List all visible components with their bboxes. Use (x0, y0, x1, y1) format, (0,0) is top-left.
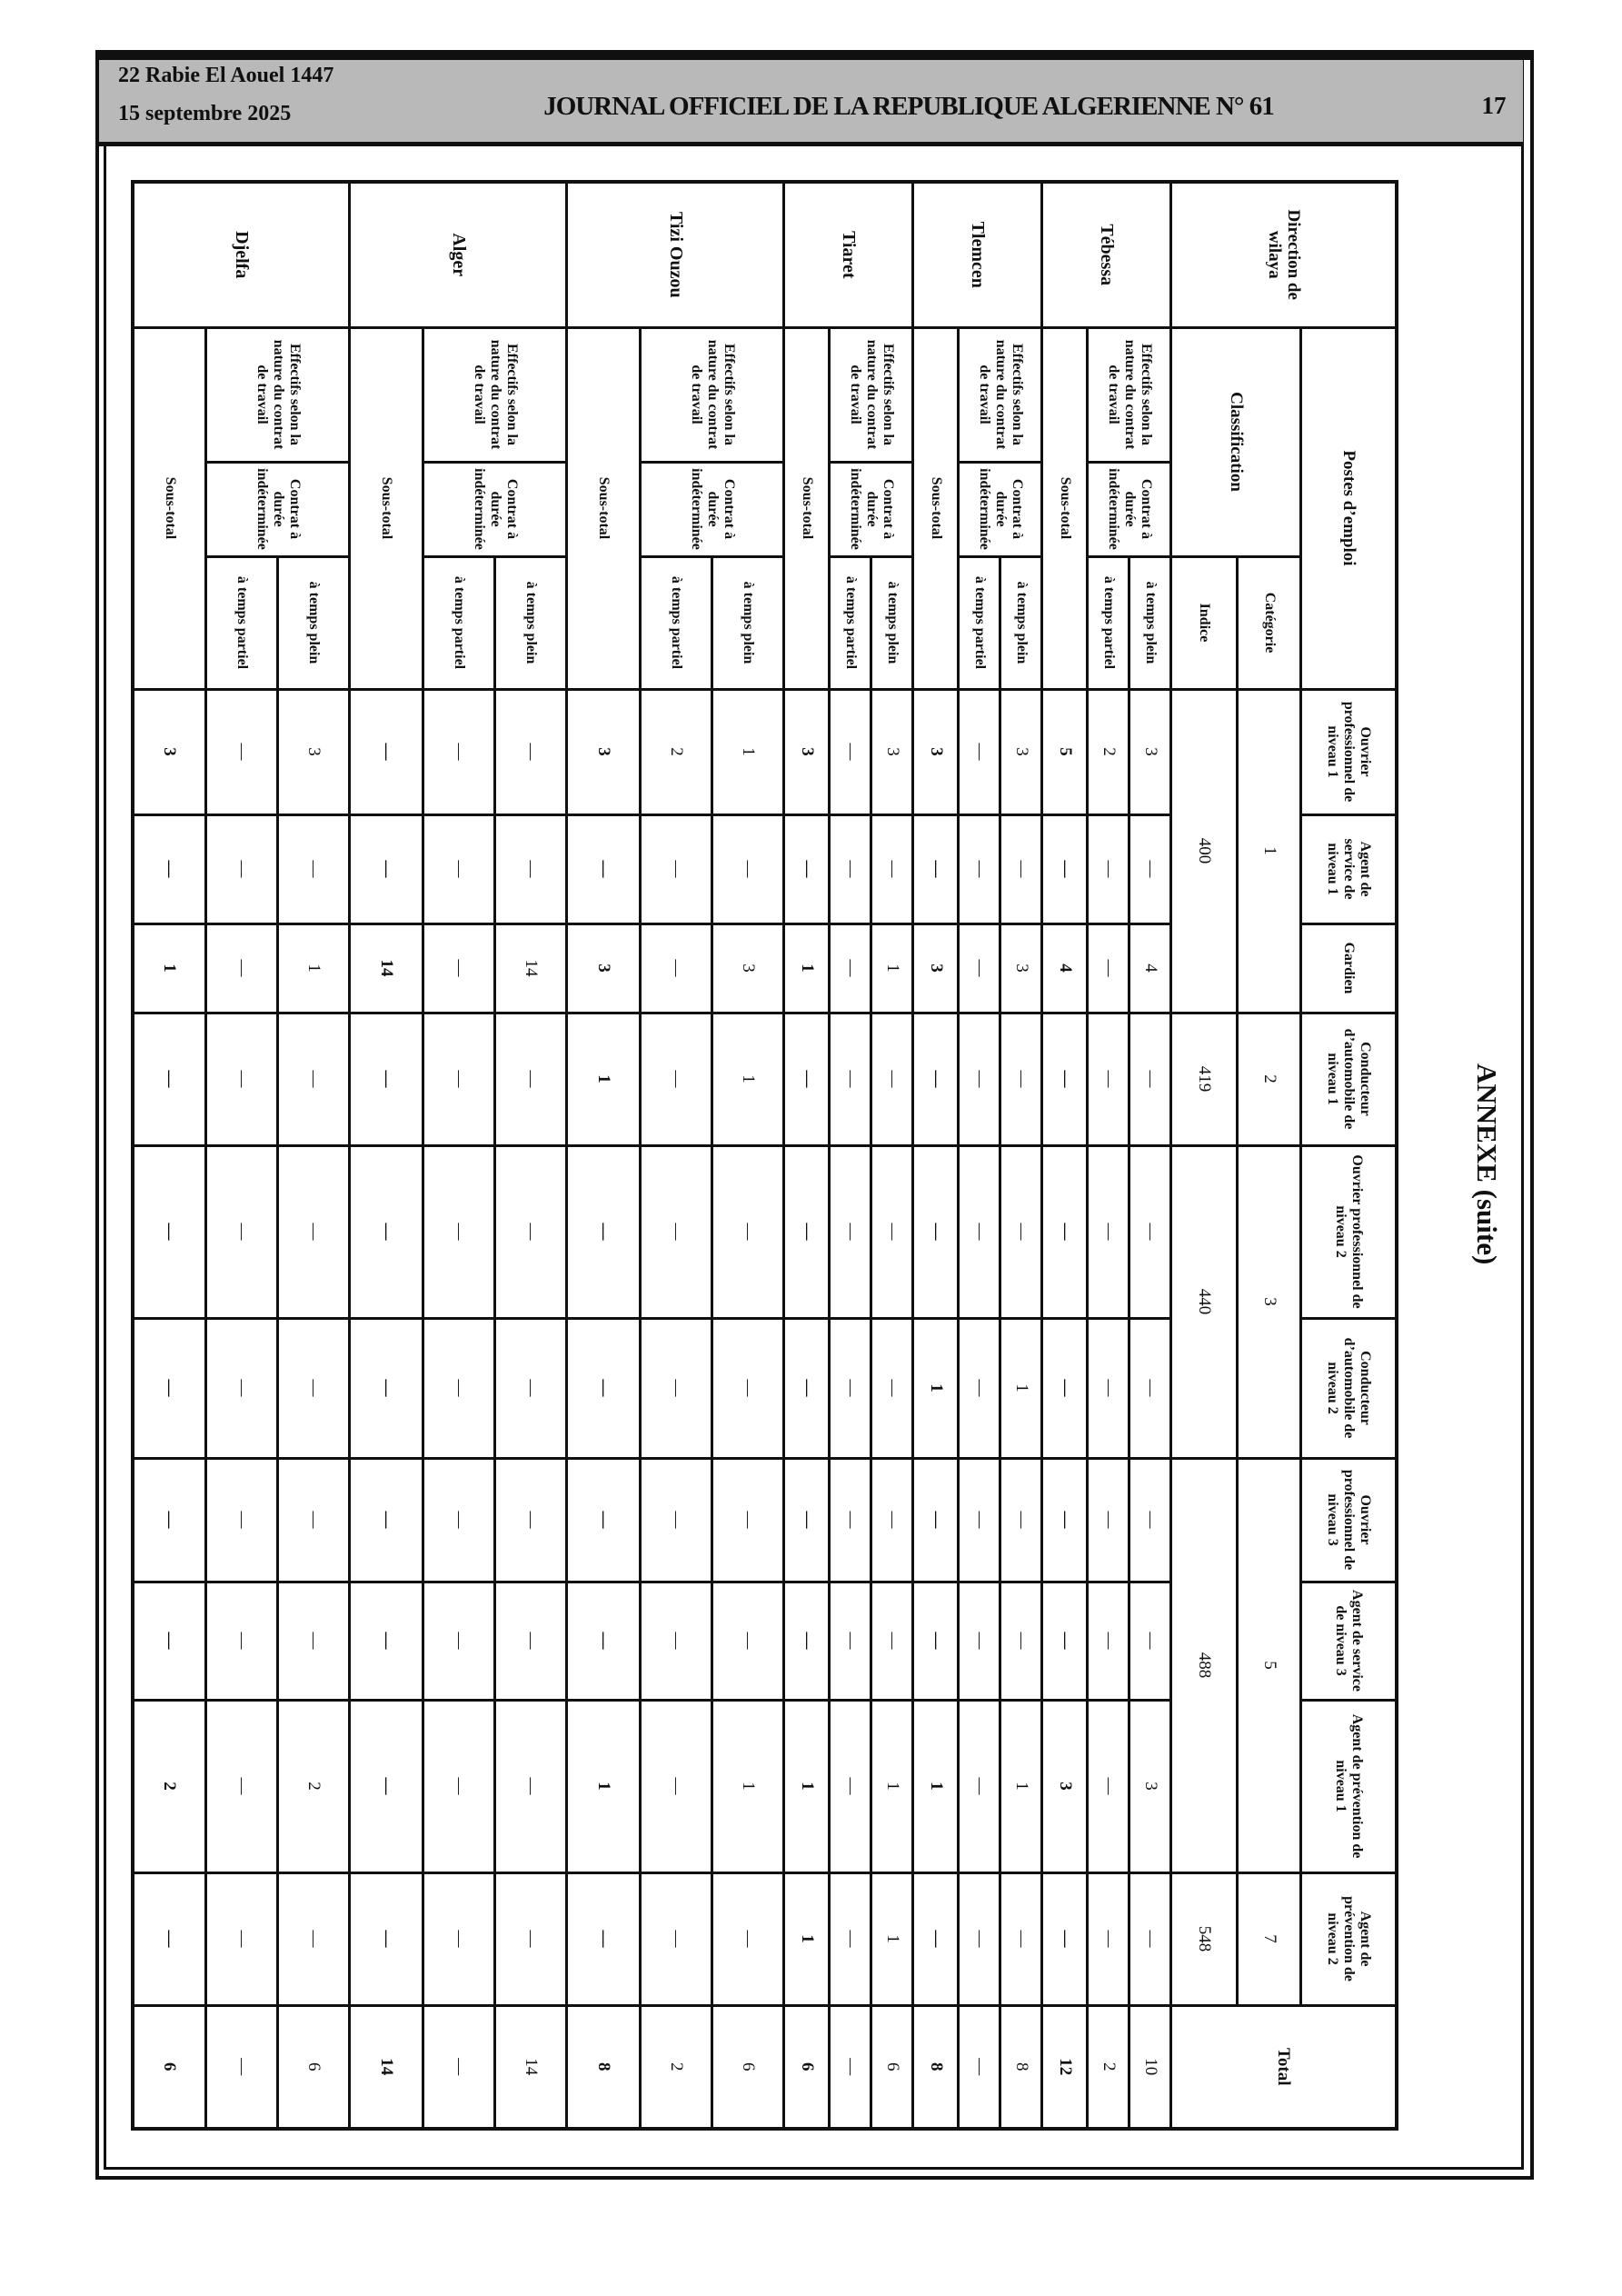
value-cell: — (641, 1872, 712, 2005)
value-cell: 14 (495, 923, 567, 1013)
value-cell: — (423, 1872, 495, 2005)
value-cell: — (1129, 1458, 1171, 1582)
value-cell: — (830, 1145, 871, 1318)
value-cell: — (959, 923, 1000, 1013)
value-cell: — (830, 1582, 871, 1700)
value-cell: — (278, 1582, 350, 1700)
table-row (278, 182, 350, 2129)
sous-total-value-cell: — (913, 1145, 959, 1318)
value-cell: — (871, 1582, 913, 1700)
value-cell: — (1088, 1582, 1129, 1700)
value-cell: 1 (871, 1872, 913, 2005)
sous-total-label-cell: Sous-total (784, 327, 830, 689)
sous-total-value-cell: 8 (567, 2005, 641, 2129)
value-cell: 3 (1129, 1700, 1171, 1872)
value-cell: — (830, 1013, 871, 1145)
effectifs-label-cell: Effectifs selon la nature du contrat de travail (959, 327, 1042, 462)
temps-partiel-label-cell: à temps partiel (830, 556, 871, 689)
sous-total-value-cell: — (1042, 1013, 1088, 1145)
sous-total-value-cell: — (133, 1458, 206, 1582)
sous-total-value-cell: — (567, 1872, 641, 2005)
value-cell: — (423, 1700, 495, 1872)
categorie-value-cell: 3 (1238, 1145, 1301, 1458)
sous-total-value-cell: — (1042, 1582, 1088, 1700)
value-cell: — (959, 1013, 1000, 1145)
effectifs-label-cell: Effectifs selon la nature du contrat de travail (206, 327, 350, 462)
sous-total-value-cell: 5 (1042, 689, 1088, 814)
value-cell: 6 (871, 2005, 913, 2129)
contrat-label-cell: Contrat à durée indéterminée (1088, 462, 1171, 556)
value-cell: 14 (495, 2005, 567, 2129)
sous-total-value-cell: 14 (350, 923, 423, 1013)
value-cell: — (206, 923, 278, 1013)
sous-total-value-cell: — (913, 814, 959, 923)
job-title-cell: Conducteur d’automobile de niveau 2 (1301, 1318, 1397, 1458)
effectifs-label-cell: Effectifs selon la nature du contrat de travail (830, 327, 913, 462)
value-cell: — (712, 1318, 784, 1458)
value-cell: — (206, 1458, 278, 1582)
value-cell: — (830, 814, 871, 923)
value-cell: 1 (871, 923, 913, 1013)
sous-total-value-cell: 6 (784, 2005, 830, 2129)
sous-total-value-cell: — (350, 1318, 423, 1458)
sous-total-value-cell: 1 (784, 923, 830, 1013)
value-cell: — (830, 1318, 871, 1458)
value-cell: — (1000, 1013, 1042, 1145)
hijri-date: 22 Rabie El Aouel 1447 (118, 64, 334, 87)
value-cell: — (959, 689, 1000, 814)
value-cell: — (830, 1872, 871, 2005)
sous-total-value-cell: 6 (133, 2005, 206, 2129)
value-cell: — (1088, 1013, 1129, 1145)
value-cell: 2 (1088, 689, 1129, 814)
value-cell: 1 (712, 1013, 784, 1145)
value-cell: 2 (641, 689, 712, 814)
wilaya-name-cell: Tlemcen (913, 182, 1042, 327)
table-row (784, 182, 830, 2129)
sous-total-value-cell: — (913, 1458, 959, 1582)
temps-plein-label-cell: à temps plein (871, 556, 913, 689)
value-cell: — (830, 689, 871, 814)
value-cell: 3 (1000, 923, 1042, 1013)
sous-total-value-cell: — (784, 1318, 830, 1458)
sous-total-value-cell: — (133, 1318, 206, 1458)
value-cell: — (641, 1582, 712, 1700)
sous-total-value-cell: 3 (567, 923, 641, 1013)
sous-total-value-cell: — (133, 1582, 206, 1700)
value-cell: — (423, 2005, 495, 2129)
value-cell: — (495, 1318, 567, 1458)
value-cell: — (871, 1458, 913, 1582)
value-cell: — (959, 1145, 1000, 1318)
value-cell: — (495, 1700, 567, 1872)
table-row (1129, 182, 1171, 2129)
sous-total-label-cell: Sous-total (913, 327, 959, 689)
value-cell: — (278, 1013, 350, 1145)
sous-total-value-cell: — (567, 814, 641, 923)
value-cell: — (871, 1013, 913, 1145)
sous-total-value-cell: — (784, 1145, 830, 1318)
sous-total-value-cell: 1 (784, 1700, 830, 1872)
classification-header: Classification (1171, 327, 1301, 556)
job-title-cell: Ouvrier professionnel de niveau 2 (1301, 1145, 1397, 1318)
value-cell: — (278, 814, 350, 923)
value-cell: — (712, 1872, 784, 2005)
value-cell: — (1000, 1872, 1042, 2005)
value-cell: 2 (641, 2005, 712, 2129)
value-cell: 1 (1000, 1700, 1042, 1872)
value-cell: — (712, 1458, 784, 1582)
sous-total-value-cell: 3 (567, 689, 641, 814)
contrat-label-cell: Contrat à durée indéterminée (830, 462, 913, 556)
value-cell: — (495, 1582, 567, 1700)
value-cell: — (712, 814, 784, 923)
value-cell: — (1129, 1318, 1171, 1458)
temps-plein-label-cell: à temps plein (712, 556, 784, 689)
categorie-value-cell: 7 (1238, 1872, 1301, 2005)
sous-total-value-cell: 3 (784, 689, 830, 814)
sous-total-value-cell: 3 (133, 689, 206, 814)
table-row (350, 182, 423, 2129)
value-cell: — (1000, 1582, 1042, 1700)
sous-total-value-cell: — (350, 1872, 423, 2005)
value-cell: — (423, 1582, 495, 1700)
value-cell: 1 (712, 689, 784, 814)
sous-total-value-cell: 3 (913, 923, 959, 1013)
temps-plein-label-cell: à temps plein (278, 556, 350, 689)
value-cell: — (206, 1318, 278, 1458)
job-title-cell: Agent de service de niveau 3 (1301, 1582, 1397, 1700)
temps-plein-label-cell: à temps plein (1000, 556, 1042, 689)
value-cell: — (278, 1458, 350, 1582)
value-cell: — (206, 1145, 278, 1318)
value-cell: — (959, 814, 1000, 923)
indice-value-cell: 548 (1171, 1872, 1238, 2005)
contrat-label-cell: Contrat à durée indéterminée (641, 462, 784, 556)
sous-total-value-cell: — (350, 1700, 423, 1872)
value-cell: — (1000, 1458, 1042, 1582)
value-cell: — (495, 689, 567, 814)
value-cell: 4 (1129, 923, 1171, 1013)
value-cell: — (495, 1145, 567, 1318)
value-cell: 1 (712, 1700, 784, 1872)
contrat-label-cell: Contrat à durée indéterminée (206, 462, 350, 556)
total-header: Total (1171, 2005, 1397, 2129)
sous-total-value-cell: — (1042, 1458, 1088, 1582)
sous-total-value-cell: 1 (133, 923, 206, 1013)
sous-total-value-cell: — (1042, 1145, 1088, 1318)
sous-total-value-cell: — (913, 1582, 959, 1700)
value-cell: — (871, 814, 913, 923)
value-cell: — (278, 1145, 350, 1318)
annexe-table (131, 180, 1398, 2131)
job-title-cell: Conducteur d’automobile de niveau 1 (1301, 1013, 1397, 1145)
effectifs-label-cell: Effectifs selon la nature du contrat de travail (423, 327, 567, 462)
temps-partiel-label-cell: à temps partiel (206, 556, 278, 689)
value-cell: — (830, 1700, 871, 1872)
categorie-value-cell: 2 (1238, 1013, 1301, 1145)
value-cell: — (959, 1318, 1000, 1458)
value-cell: — (1000, 814, 1042, 923)
sous-total-value-cell: — (784, 1458, 830, 1582)
indice-value-cell: 419 (1171, 1013, 1238, 1145)
temps-partiel-label-cell: à temps partiel (641, 556, 712, 689)
value-cell: 1 (1000, 1318, 1042, 1458)
sous-total-value-cell: 1 (567, 1700, 641, 1872)
value-cell: 6 (712, 2005, 784, 2129)
value-cell: 6 (278, 2005, 350, 2129)
effectifs-label-cell: Effectifs selon la nature du contrat de travail (1088, 327, 1171, 462)
table-row (495, 182, 567, 2129)
value-cell: — (423, 814, 495, 923)
value-cell: — (1088, 1458, 1129, 1582)
value-cell: — (423, 689, 495, 814)
value-cell: 8 (1000, 2005, 1042, 2129)
value-cell: 2 (278, 1700, 350, 1872)
indice-value-cell: 440 (1171, 1145, 1238, 1458)
value-cell: — (1129, 1013, 1171, 1145)
sous-total-label-cell: Sous-total (350, 327, 423, 689)
sous-total-value-cell: — (784, 814, 830, 923)
value-cell: 3 (1129, 689, 1171, 814)
sous-total-value-cell: — (784, 1013, 830, 1145)
journal-title: JOURNAL OFFICIEL DE LA REPUBLIQUE ALGERIENNE N° 61 (543, 92, 1274, 121)
value-cell: — (1088, 1145, 1129, 1318)
sous-total-value-cell: 14 (350, 2005, 423, 2129)
value-cell: 10 (1129, 2005, 1171, 2129)
categorie-value-cell: 5 (1238, 1458, 1301, 1872)
table-row (871, 182, 913, 2129)
sous-total-value-cell: — (1042, 1872, 1088, 2005)
job-title-cell: Agent de prévention de niveau 1 (1301, 1700, 1397, 1872)
sous-total-value-cell: — (350, 689, 423, 814)
job-title-cell: Agent de prévention de niveau 2 (1301, 1872, 1397, 2005)
value-cell: — (959, 2005, 1000, 2129)
value-cell: — (206, 1700, 278, 1872)
contrat-label-cell: Contrat à durée indéterminée (959, 462, 1042, 556)
value-cell: — (641, 1013, 712, 1145)
value-cell: — (206, 1872, 278, 2005)
value-cell: — (495, 1458, 567, 1582)
direction-de-wilaya-header: Direction de wilaya (1171, 182, 1397, 327)
sous-total-value-cell: — (567, 1318, 641, 1458)
sous-total-value-cell: 4 (1042, 923, 1088, 1013)
sous-total-value-cell: — (913, 1013, 959, 1145)
value-cell: — (1088, 1872, 1129, 2005)
value-cell: — (1129, 814, 1171, 923)
job-title-cell: Ouvrier professionnel de niveau 1 (1301, 689, 1397, 814)
sous-total-value-cell: — (913, 1872, 959, 2005)
sous-total-value-cell: 1 (567, 1013, 641, 1145)
value-cell: — (206, 689, 278, 814)
table-row (133, 182, 206, 2129)
table-row (1238, 182, 1301, 2129)
sous-total-value-cell: 3 (913, 689, 959, 814)
sous-total-value-cell: — (350, 814, 423, 923)
table-row (567, 182, 641, 2129)
sous-total-value-cell: 1 (913, 1318, 959, 1458)
sous-total-value-cell: — (133, 1013, 206, 1145)
sous-total-label-cell: Sous-total (1042, 327, 1088, 689)
table-row (712, 182, 784, 2129)
value-cell: — (423, 1458, 495, 1582)
job-title-cell: Agent de service de niveau 1 (1301, 814, 1397, 923)
value-cell: 3 (871, 689, 913, 814)
value-cell: — (206, 814, 278, 923)
value-cell: 1 (278, 923, 350, 1013)
value-cell: — (641, 1700, 712, 1872)
value-cell: — (830, 923, 871, 1013)
page-number: 17 (1481, 92, 1507, 119)
value-cell: — (1088, 814, 1129, 923)
value-cell: 3 (278, 689, 350, 814)
annexe-label: ANNEXE (suite) (1471, 1063, 1503, 1265)
sous-total-value-cell: — (350, 1458, 423, 1582)
effectifs-label-cell: Effectifs selon la nature du contrat de travail (641, 327, 784, 462)
value-cell: — (871, 1145, 913, 1318)
postes-emploi-header: Postes d’emploi (1301, 327, 1397, 689)
wilaya-name-cell: Djelfa (133, 182, 350, 327)
value-cell: — (830, 2005, 871, 2129)
value-cell: — (641, 1145, 712, 1318)
value-cell: — (641, 1318, 712, 1458)
value-cell: — (1000, 1145, 1042, 1318)
sous-total-value-cell: 8 (913, 2005, 959, 2129)
value-cell: — (495, 814, 567, 923)
sous-total-value-cell: — (567, 1582, 641, 1700)
value-cell: — (959, 1582, 1000, 1700)
value-cell: — (423, 1013, 495, 1145)
sous-total-label-cell: Sous-total (567, 327, 641, 689)
sous-total-value-cell: — (133, 1145, 206, 1318)
value-cell: — (959, 1700, 1000, 1872)
value-cell: — (1088, 1700, 1129, 1872)
value-cell: — (423, 1145, 495, 1318)
value-cell: 2 (1088, 2005, 1129, 2129)
temps-plein-label-cell: à temps plein (495, 556, 567, 689)
value-cell: 3 (1000, 689, 1042, 814)
categorie-label: Catégorie (1238, 556, 1301, 689)
value-cell: — (1129, 1872, 1171, 2005)
indice-value-cell: 488 (1171, 1458, 1238, 1872)
value-cell: — (712, 1582, 784, 1700)
sous-total-value-cell: — (350, 1582, 423, 1700)
table-row (1301, 182, 1397, 2129)
wilaya-name-cell: Alger (350, 182, 567, 327)
wilaya-name-cell: Tiaret (784, 182, 913, 327)
table-row (913, 182, 959, 2129)
value-cell: — (641, 923, 712, 1013)
value-cell: 3 (712, 923, 784, 1013)
sous-total-value-cell: — (784, 1582, 830, 1700)
value-cell: — (1088, 1318, 1129, 1458)
rotated-table-area (132, 180, 1398, 2127)
sous-total-value-cell: — (350, 1013, 423, 1145)
sous-total-value-cell: — (133, 1872, 206, 2005)
value-cell: 1 (871, 1700, 913, 1872)
job-title-cell: Gardien (1301, 923, 1397, 1013)
value-cell: — (712, 1145, 784, 1318)
contrat-label-cell: Contrat à durée indéterminée (423, 462, 567, 556)
indice-label: Indice (1171, 556, 1238, 689)
temps-plein-label-cell: à temps plein (1129, 556, 1171, 689)
value-cell: — (641, 1458, 712, 1582)
temps-partiel-label-cell: à temps partiel (423, 556, 495, 689)
temps-partiel-label-cell: à temps partiel (1088, 556, 1129, 689)
value-cell: — (1088, 923, 1129, 1013)
value-cell: — (959, 1458, 1000, 1582)
value-cell: — (1129, 1145, 1171, 1318)
indice-value-cell: 400 (1171, 689, 1238, 1013)
value-cell: — (495, 1872, 567, 2005)
sous-total-value-cell: — (567, 1458, 641, 1582)
value-cell: — (830, 1458, 871, 1582)
categorie-value-cell: 1 (1238, 689, 1301, 1013)
value-cell: — (495, 1013, 567, 1145)
job-title-cell: Ouvrier professionnel de niveau 3 (1301, 1458, 1397, 1582)
sous-total-value-cell: — (567, 1145, 641, 1318)
value-cell: — (206, 2005, 278, 2129)
table-row (1042, 182, 1088, 2129)
sous-total-label-cell: Sous-total (133, 327, 206, 689)
wilaya-name-cell: Tébessa (1042, 182, 1171, 327)
value-cell: — (206, 1582, 278, 1700)
sous-total-value-cell: — (133, 814, 206, 923)
value-cell: — (206, 1013, 278, 1145)
sous-total-value-cell: 2 (133, 1700, 206, 1872)
value-cell: — (1129, 1582, 1171, 1700)
value-cell: — (641, 814, 712, 923)
wilaya-name-cell: Tizi Ouzou (567, 182, 784, 327)
value-cell: — (278, 1318, 350, 1458)
gregorian-date: 15 septembre 2025 (118, 102, 292, 125)
sous-total-value-cell: 1 (913, 1700, 959, 1872)
temps-partiel-label-cell: à temps partiel (959, 556, 1000, 689)
sous-total-value-cell: 12 (1042, 2005, 1088, 2129)
value-cell: — (871, 1318, 913, 1458)
value-cell: — (423, 1318, 495, 1458)
sous-total-value-cell: 3 (1042, 1700, 1088, 1872)
value-cell: — (423, 923, 495, 1013)
value-cell: — (278, 1872, 350, 2005)
sous-total-value-cell: — (1042, 814, 1088, 923)
sous-total-value-cell: — (1042, 1318, 1088, 1458)
table-row (1000, 182, 1042, 2129)
sous-total-value-cell: 1 (784, 1872, 830, 2005)
value-cell: — (959, 1872, 1000, 2005)
sous-total-value-cell: — (350, 1145, 423, 1318)
